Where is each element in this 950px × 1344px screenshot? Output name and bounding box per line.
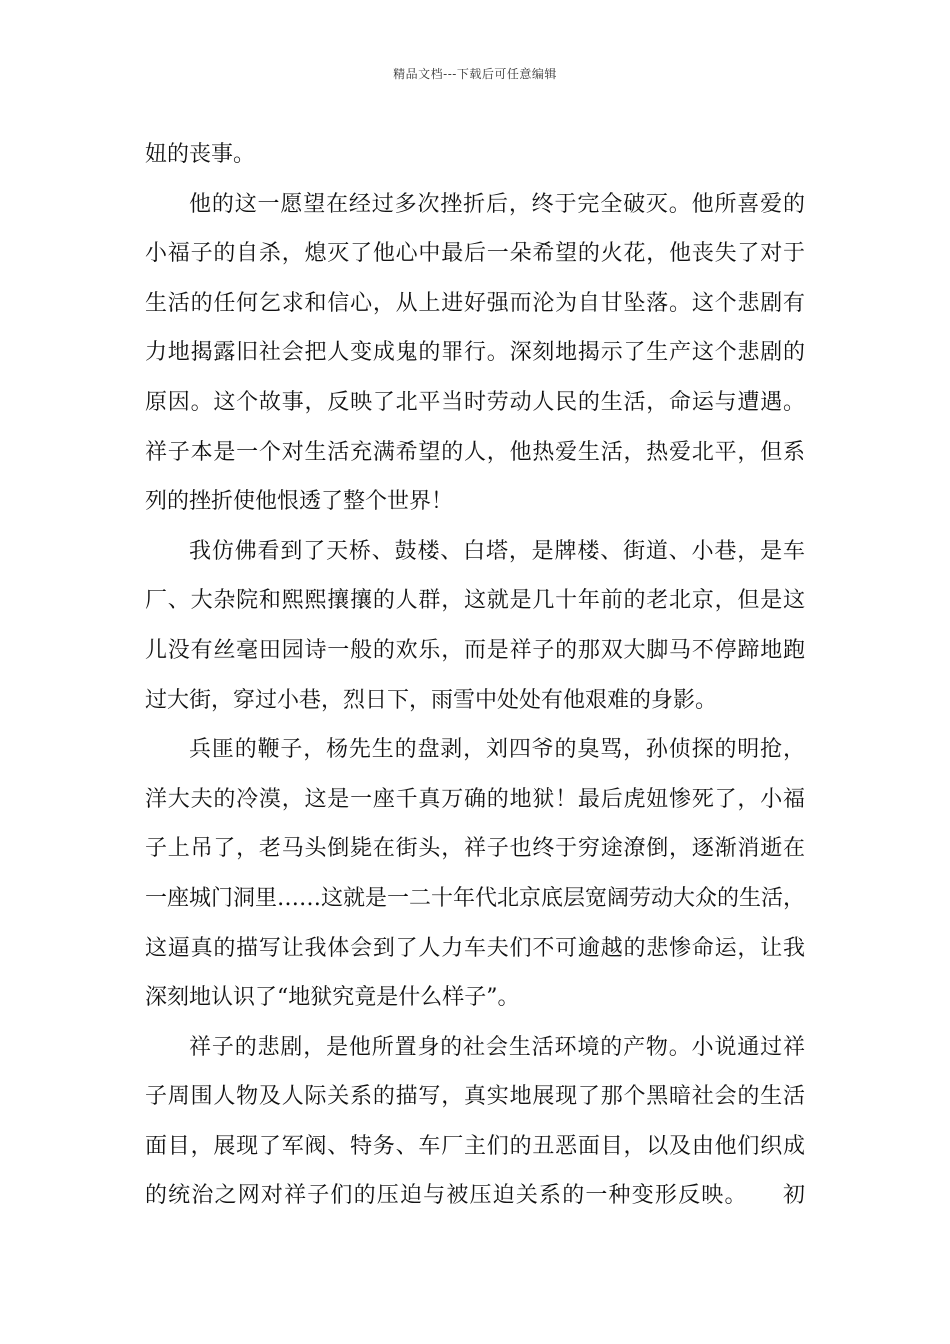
text-line: 生活的任何乞求和信心，从上进好强而沦为自甘坠落。这个悲剧有 — [145, 290, 805, 316]
text-line: 洋大夫的冷漠，这是一座千真万确的地狱！最后虎妞惨死了，小福 — [145, 786, 805, 812]
text-line: 力地揭露旧社会把人变成鬼的罪行。深刻地揭示了生产这个悲剧的 — [145, 340, 805, 366]
text-line: 这逼真的描写让我体会到了人力车夫们不可逾越的悲惨命运，让我 — [145, 935, 805, 961]
paragraph-5 — [145, 1023, 805, 1221]
text-line: 一座城门洞里……这就是一二十年代北京底层宽阔劳动大众的生活， — [145, 885, 806, 911]
paragraph-3 — [145, 527, 805, 725]
text-line: 他的这一愿望在经过多次挫折后，终于完全破灭。他所喜爱的 — [189, 191, 805, 217]
text-line: 祥子本是一个对生活充满希望的人，他热爱生活，热爱北平，但系 — [145, 439, 805, 465]
text-line: 厂、大杂院和熙熙攘攘的人群，这就是几十年前的老北京，但是这 — [145, 588, 805, 614]
page-header: 精品文档---下载后可任意编辑 — [393, 67, 557, 81]
paragraph-1 — [145, 130, 805, 180]
text-line: 过大街，穿过小巷，烈日下，雨雪中处处有他艰难的身影。 — [145, 687, 718, 713]
text-line: 列的挫折使他恨透了整个世界！ — [145, 489, 454, 515]
text-line: 小福子的自杀，熄灭了他心中最后一朵希望的火花，他丧失了对于 — [145, 241, 805, 267]
text-line: 儿没有丝毫田园诗一般的欢乐，而是祥子的那双大脚马不停蹄地跑 — [145, 637, 805, 663]
text-line: 妞的丧事。 — [145, 142, 256, 167]
text-line: 的统治之网对祥子们的压迫与被压迫关系的一种变形反映。 初 — [145, 1183, 805, 1209]
text-line: 面目，展现了军阀、特务、车厂主们的丑恶面目，以及由他们织成 — [145, 1133, 805, 1159]
paragraph-4 — [145, 725, 805, 1023]
text-line: 深刻地认识了“地狱究竟是什么样子”。 — [145, 985, 520, 1011]
text-line: 兵匪的鞭子，杨先生的盘剥，刘四爷的臭骂，孙侦探的明抢， — [189, 737, 805, 763]
paragraph-2 — [145, 180, 805, 527]
text-line: 原因。这个故事，反映了北平当时劳动人民的生活，命运与遭遇。 — [145, 389, 805, 415]
text-line: 子上吊了，老马头倒毙在街头，祥子也终于穷途潦倒，逐渐消逝在 — [145, 836, 805, 862]
text-line: 子周围人物及人际关系的描写，真实地展现了那个黑暗社会的生活 — [145, 1084, 805, 1110]
document-body — [145, 130, 805, 1221]
text-line: 祥子的悲剧，是他所置身的社会生活环境的产物。小说通过祥 — [189, 1034, 805, 1060]
text-line: 我仿佛看到了天桥、鼓楼、白塔，是牌楼、街道、小巷，是车 — [189, 538, 805, 564]
